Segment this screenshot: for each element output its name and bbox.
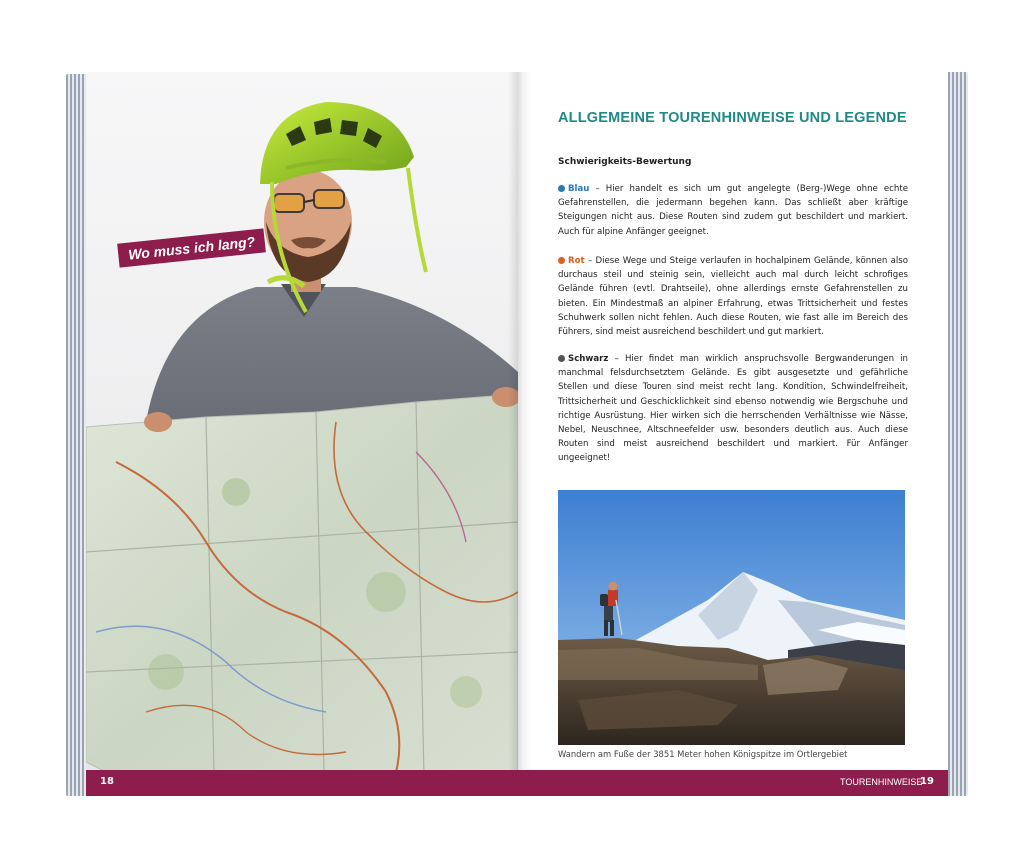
book-page-edges-right xyxy=(946,72,968,796)
page-number-right: 19 xyxy=(920,776,934,787)
book-page-edges-left xyxy=(66,74,88,796)
paragraph-black xyxy=(558,352,908,466)
section-subheading: Schwierigkeits-Bewertung xyxy=(558,157,692,167)
page-number-left: 18 xyxy=(100,776,114,787)
hiker-with-map-photo xyxy=(86,72,518,796)
page-title: ALLGEMEINE TOURENHINWEISE UND LEGENDE xyxy=(558,110,907,126)
keyword-red: Rot xyxy=(568,256,585,266)
keyword-blue: Blau xyxy=(568,184,590,194)
paragraph-red xyxy=(558,254,908,339)
paragraph-blue-text: – Hier handelt es sich um gut angelegte (Berg-)Wege ohne echte Gefahrenstellen, die jedermann begehen kann. Das schließt aber kräftige Steigungen nicht aus. Diese Routen sind zudem gut beschildert und markiert. Auch für alpine Anfänger geeignet. xyxy=(558,184,908,237)
left-page xyxy=(86,72,518,796)
paragraph-black-text: – Hier findet man wirklich anspruchsvolle Bergwanderungen in manchmal felsdurchsetztem Gelände. Es gibt ausgesetzte und gefährliche Stellen und diese Touren sind meist recht lang. Kondition, Schwindelfreiheit, Trittsicherheit und Geschicklichkeit sind ebenso notwendig wie Bergschuhe und richtige Ausrüstung. Hier wirken sich die herrschenden Verhältnisse wie Nässe, Nebel, Neuschnee, Altschneefelder usw. besonders deutlich aus. Auch diese Routen sind meist ausreichend beschildert und markiert. Für Anfänger ungeeignet! xyxy=(558,354,908,464)
black-dot-icon xyxy=(558,355,565,362)
footer-bar-left xyxy=(86,770,518,796)
speech-label: Wo muss ich lang? xyxy=(117,228,266,267)
blue-dot-icon xyxy=(558,185,565,192)
mountain-hiker-photo xyxy=(558,490,905,745)
running-head: TOURENHINWEISE xyxy=(840,777,923,787)
paragraph-red-text: – Diese Wege und Steige verlaufen in hochalpinem Gelände, können also durchaus steil und steinig sein, vielleicht auch mal durch leicht schrofiges Gelände führen (evtl. Drahtseile), ohne allerdings ernste Gefahrenstellen zu bieten. Ein Mindestmaß an alpiner Erfahrung, etwas Trittsicherheit und festes Schuhwerk sollen nicht fehlen. Auch diese Routen, wie fast alle im Bereich des Führers, sind meist ausreichend beschildert und gut markiert. xyxy=(558,256,908,338)
orange-dot-icon xyxy=(558,257,565,264)
keyword-black: Schwarz xyxy=(568,354,609,364)
paragraph-blue xyxy=(558,182,908,239)
photo-caption: Wandern am Fuße der 3851 Meter hohen Königspitze im Ortlergebiet xyxy=(558,749,848,759)
